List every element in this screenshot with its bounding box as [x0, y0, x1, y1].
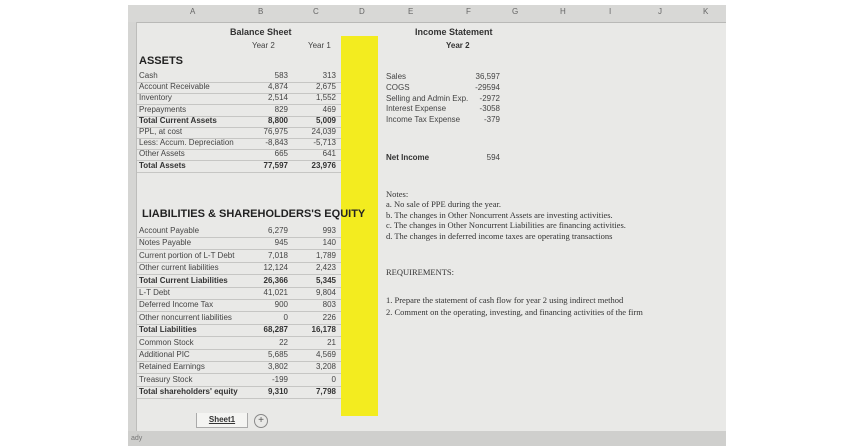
column-letter: F: [466, 7, 471, 16]
add-sheet-icon[interactable]: +: [254, 414, 268, 428]
column-letter: H: [560, 7, 566, 16]
year1-value: 2,675: [315, 82, 336, 92]
requirement-item: 2. Comment on the operating, investing, and financing activities of the firm: [386, 307, 643, 317]
year2-value: 68,287: [263, 325, 288, 335]
column-letter: B: [258, 7, 264, 16]
year2-value: 900: [274, 300, 288, 310]
year1-value: 9,804: [315, 288, 336, 297]
year1-value: 140: [322, 238, 336, 248]
note-item: d. The changes in deferred income taxes are operating transactions: [386, 230, 613, 241]
year1-value: 2,423: [315, 263, 336, 273]
income-row-value: -3058: [479, 104, 500, 114]
year2-value: 22: [279, 337, 288, 347]
income-row-label: Selling and Admin Exp.: [386, 93, 469, 103]
year1-value: 7,798: [315, 387, 336, 397]
column-letter: D: [359, 7, 365, 16]
income-statement-title: Income Statement: [415, 27, 493, 37]
year1-value: 313: [322, 71, 336, 80]
year1-value: 0: [331, 374, 336, 384]
income-year-header: Year 2: [446, 41, 470, 50]
income-row-value: 36,597: [475, 72, 500, 81]
row-label: Total Assets: [139, 160, 186, 170]
row-label: Other current liabilities: [139, 263, 219, 273]
row-gridline: [137, 398, 341, 399]
income-row-label: Interest Expense: [386, 104, 447, 114]
year1-value: 23,976: [311, 160, 336, 170]
year2-value: 5,685: [267, 350, 288, 359]
row-label: Prepayments: [139, 104, 187, 114]
row-label: Additional PIC: [139, 350, 190, 359]
year1-header: Year 1: [308, 41, 331, 50]
row-label: Notes Payable: [139, 238, 192, 248]
spreadsheet-photo: [128, 5, 726, 446]
year1-value: 993: [322, 226, 336, 235]
year2-value: 9,310: [267, 387, 288, 397]
row-label: Common Stock: [139, 337, 194, 347]
row-label: Total Current Liabilities: [139, 275, 228, 285]
year1-value: -5,713: [313, 138, 336, 148]
year1-value: 803: [322, 300, 336, 310]
year2-value: 7,018: [267, 250, 288, 260]
requirements-heading: REQUIREMENTS:: [386, 267, 454, 277]
income-row-value: -29594: [475, 82, 500, 92]
year2-value: 945: [274, 238, 288, 248]
status-bar: ady: [128, 431, 726, 446]
year1-value: 3,208: [315, 362, 336, 372]
year2-value: 583: [274, 71, 288, 80]
year1-value: 4,569: [315, 350, 336, 359]
row-label: Treasury Stock: [139, 374, 193, 384]
note-item: a. No sale of PPE during the year.: [386, 199, 501, 209]
net-income-label: Net Income: [386, 153, 430, 162]
year2-value: 0: [283, 312, 288, 322]
column-letter: E: [408, 7, 414, 16]
row-label: Total shareholders' equity: [139, 387, 238, 397]
notes-heading: Notes:: [386, 189, 409, 199]
income-row-label: Sales: [386, 72, 407, 81]
row-label: Deferred Income Tax: [139, 300, 214, 310]
row-label: Inventory: [139, 93, 172, 103]
column-letter: J: [658, 7, 662, 16]
column-letter: C: [313, 7, 319, 16]
row-label: Current portion of L-T Debt: [139, 250, 235, 260]
row-label: Account Receivable: [139, 82, 210, 92]
year2-value: 829: [274, 104, 288, 114]
assets-heading: ASSETS: [139, 55, 184, 67]
sheet-tab[interactable]: Sheet1: [196, 413, 248, 428]
row-label: PPL, at cost: [139, 127, 183, 136]
year1-value: 5,345: [315, 275, 336, 285]
note-item: b. The changes in Other Noncurrent Assets are investing activities.: [386, 209, 613, 220]
row-label: Account Payable: [139, 226, 200, 235]
income-row-label: Income Tax Expense: [386, 115, 461, 125]
year2-value: 665: [274, 149, 288, 159]
income-row-label: COGS: [386, 82, 410, 92]
year2-value: -8,843: [265, 138, 288, 148]
row-gridline: [137, 172, 341, 173]
year2-value: 3,802: [267, 362, 288, 372]
row-label: Less: Accum. Depreciation: [139, 138, 234, 148]
year2-value: 6,279: [267, 226, 288, 235]
year1-value: 16,178: [311, 325, 336, 335]
balance-sheet-title: Balance Sheet: [230, 27, 292, 37]
column-letter: I: [609, 7, 612, 16]
note-item: c. The changes in Other Noncurrent Liabilities are financing activities.: [386, 220, 626, 230]
year1-value: 641: [322, 149, 336, 159]
requirement-item: 1. Prepare the statement of cash flow for year 2 using indirect method: [386, 295, 624, 305]
year2-header: Year 2: [252, 41, 275, 50]
row-label: Other noncurrent liabilities: [139, 312, 232, 322]
column-header-bar: [128, 5, 726, 23]
column-letter: A: [190, 7, 196, 16]
year1-value: 1,552: [315, 93, 336, 103]
year2-value: 26,366: [263, 275, 288, 285]
yellow-highlight-column: [341, 36, 378, 416]
net-income-value: 594: [486, 153, 500, 162]
year2-value: 8,800: [267, 115, 288, 125]
year1-value: 469: [322, 104, 336, 114]
column-letter: G: [512, 7, 519, 16]
income-row-value: -379: [483, 115, 500, 125]
year2-value: 4,874: [267, 82, 288, 92]
year2-value: 76,975: [263, 127, 288, 136]
income-row-value: -2972: [479, 93, 500, 103]
year2-value: -199: [271, 374, 288, 384]
year2-value: 41,021: [263, 288, 288, 297]
year2-value: 77,597: [263, 160, 288, 170]
row-label: Total Liabilities: [139, 325, 197, 335]
year1-value: 21: [327, 337, 336, 347]
row-label: Other Assets: [139, 149, 185, 159]
row-header-bar: [128, 22, 137, 446]
row-label: Retained Earnings: [139, 362, 205, 372]
year2-value: 2,514: [267, 93, 288, 103]
year1-value: 5,009: [315, 115, 336, 125]
year1-value: 226: [322, 312, 336, 322]
row-label: Total Current Assets: [139, 115, 217, 125]
column-letter: K: [703, 7, 709, 16]
liabilities-heading: LIABILITIES & SHAREHOLDERS'S EQUITY: [142, 208, 366, 220]
year2-value: 12,124: [263, 263, 288, 273]
row-label: Cash: [139, 71, 158, 80]
row-label: L-T Debt: [139, 288, 170, 297]
year1-value: 24,039: [311, 127, 336, 136]
year1-value: 1,789: [315, 250, 336, 260]
